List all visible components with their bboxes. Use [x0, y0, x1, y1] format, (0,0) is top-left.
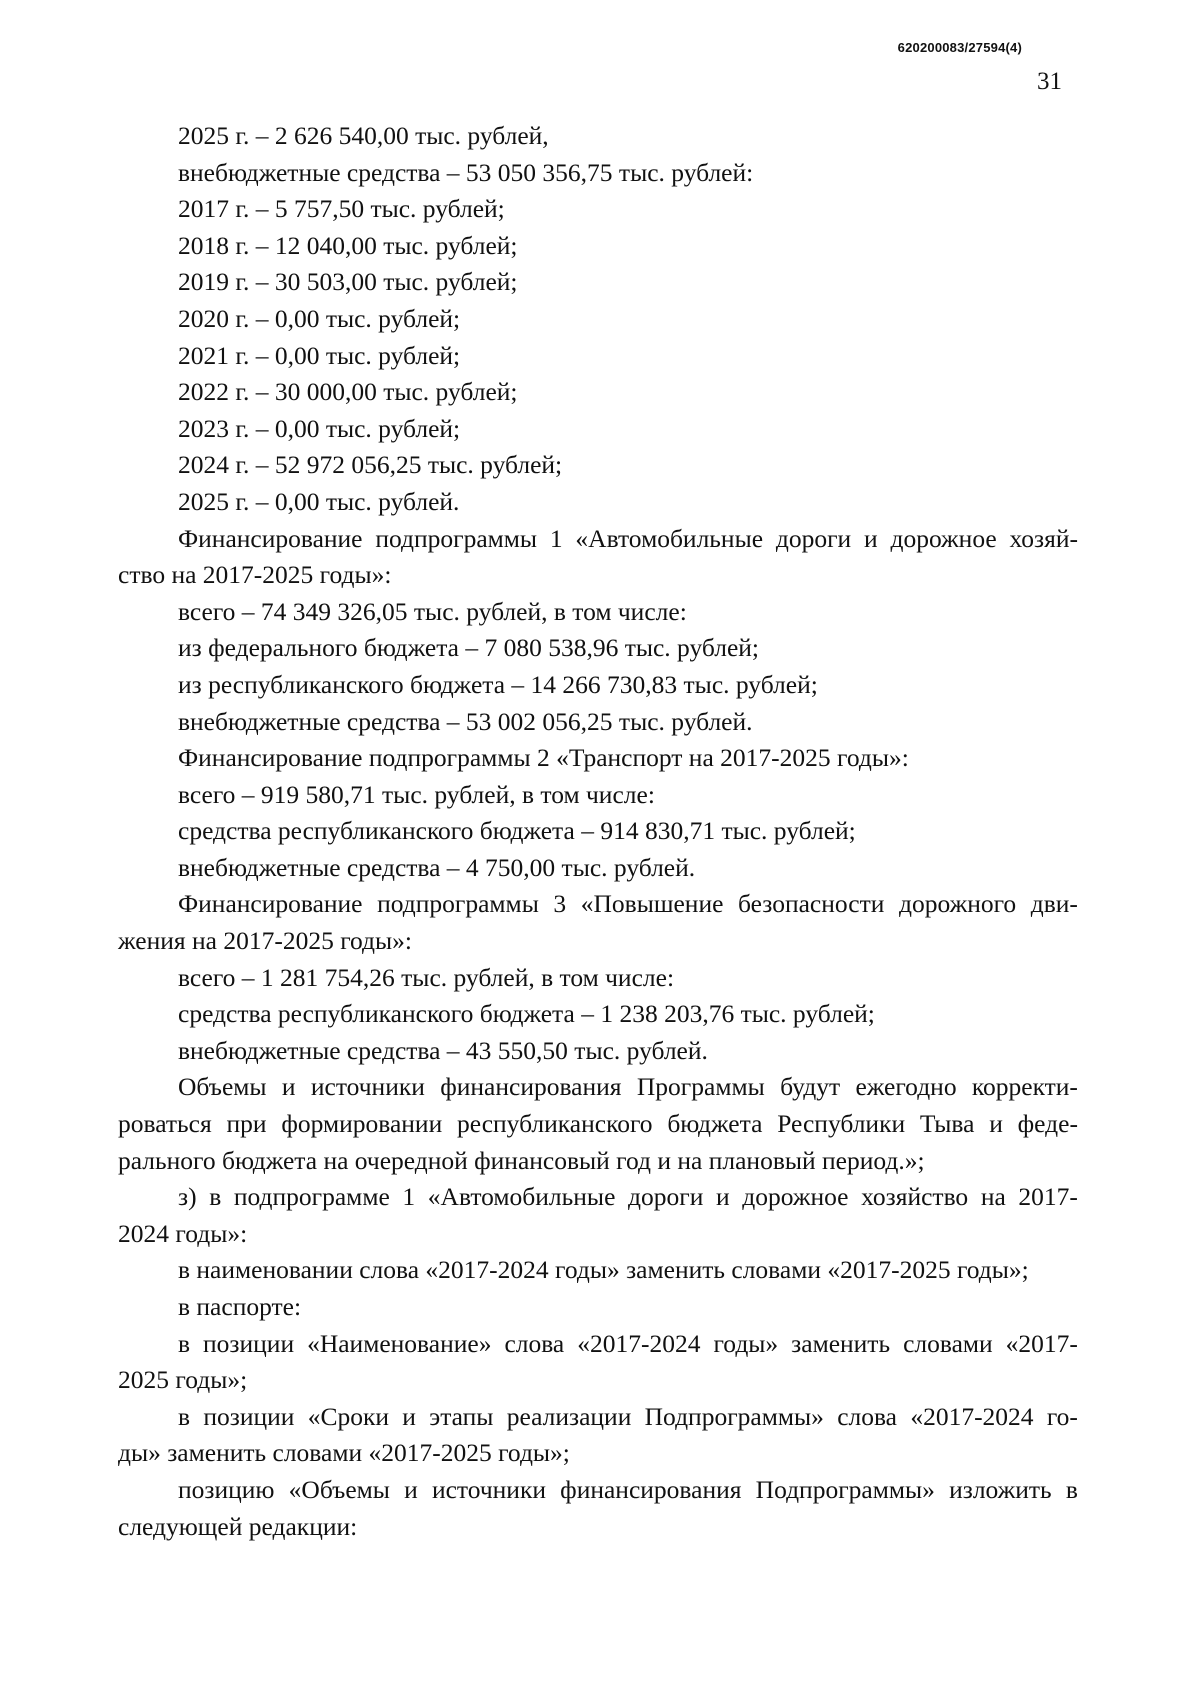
justified-line	[118, 1326, 1078, 1363]
word: 1	[402, 1182, 416, 1212]
word: роваться	[118, 1109, 212, 1139]
word: дороги	[775, 523, 852, 553]
word: «Сроки	[307, 1401, 389, 1431]
word: бюджета	[667, 1109, 763, 1139]
word: з)	[178, 1182, 197, 1212]
word: финансирования	[440, 1072, 622, 1102]
text-line: 2018 г. – 12 040,00 тыс. рублей;	[178, 230, 518, 260]
word: этапы	[429, 1401, 494, 1431]
word: Финансирование	[178, 889, 363, 919]
document-code: 620200083/27594(4)	[897, 40, 1022, 55]
word: и	[402, 1401, 416, 1431]
word: подпрограмме	[233, 1182, 390, 1212]
document-body	[118, 118, 1078, 1545]
text-line: следующей редакции:	[118, 1511, 358, 1541]
word: «Автомобильные	[427, 1182, 616, 1212]
word: «2017-2024	[910, 1401, 1034, 1431]
word: и	[281, 1072, 296, 1102]
word: феде-	[1017, 1109, 1078, 1139]
word: словами	[903, 1328, 993, 1358]
word: заменить	[791, 1328, 891, 1358]
word: дорожное	[742, 1182, 849, 1212]
justified-line	[118, 1069, 1078, 1106]
word: 2017-	[1018, 1182, 1078, 1212]
word: на	[980, 1182, 1006, 1212]
text-line: внебюджетные средства – 53 002 056,25 тыс. рублей.	[178, 706, 753, 736]
word: Подпрограммы»	[755, 1474, 935, 1504]
word: позиции	[203, 1328, 295, 1358]
word: «Объемы	[288, 1474, 390, 1504]
text-line: внебюджетные средства – 43 550,50 тыс. рублей.	[178, 1035, 708, 1065]
word: позицию	[178, 1474, 275, 1504]
word: источники	[431, 1474, 546, 1504]
text-line: 2025 г. – 2 626 540,00 тыс. рублей,	[178, 121, 549, 150]
word: «2017-	[1005, 1328, 1078, 1358]
text-line: 2024 годы»:	[118, 1218, 248, 1248]
word: и	[404, 1474, 418, 1504]
text-line: ство на 2017-2025 годы»:	[118, 560, 392, 590]
text-line: 2022 г. – 30 000,00 тыс. рублей;	[178, 377, 518, 407]
text-line: Финансирование подпрограммы 2 «Транспорт на 2017-2025 годы»:	[178, 743, 909, 773]
word: го-	[1046, 1401, 1078, 1431]
word: источники	[310, 1072, 425, 1102]
word: в	[178, 1401, 191, 1431]
word: дороги	[628, 1182, 704, 1212]
word: хозяй-	[1009, 523, 1078, 553]
word: «2017-2024	[577, 1328, 701, 1358]
word: дви-	[1030, 889, 1078, 919]
text-line: внебюджетные средства – 4 750,00 тыс. рублей.	[178, 852, 696, 882]
word: в	[1065, 1474, 1078, 1504]
justified-line	[118, 1179, 1078, 1216]
word: 3	[553, 889, 567, 919]
word: финансирования	[560, 1474, 742, 1504]
text-line: из федерального бюджета – 7 080 538,96 тыс. рублей;	[178, 633, 759, 663]
text-line: средства республиканского бюджета – 914 830,71 тыс. рублей;	[178, 816, 856, 846]
word: и	[864, 523, 878, 553]
word: Подпрограммы»	[644, 1401, 824, 1431]
word: формировании	[281, 1109, 443, 1139]
word: Программы	[636, 1072, 765, 1102]
word: Республики	[777, 1109, 906, 1139]
word: слова	[504, 1328, 565, 1358]
text-line: всего – 74 349 326,05 тыс. рублей, в том числе:	[178, 596, 687, 626]
word: годы»	[713, 1328, 779, 1358]
word: будут	[780, 1072, 841, 1102]
text-line: жения на 2017-2025 годы»:	[118, 926, 412, 956]
text-line: из республиканского бюджета – 14 266 730,83 тыс. рублей;	[178, 669, 818, 699]
text-line: в наименовании слова «2017-2024 годы» заменить словами «2017-2025 годы»;	[178, 1255, 1029, 1285]
word: позиции	[203, 1401, 295, 1431]
word: реализации	[506, 1401, 632, 1431]
word: при	[226, 1109, 267, 1139]
word: подпрограммы	[377, 889, 539, 919]
word: ежегодно	[855, 1072, 957, 1102]
text-line: 2019 г. – 30 503,00 тыс. рублей;	[178, 267, 518, 297]
text-line: всего – 1 281 754,26 тыс. рублей, в том числе:	[178, 962, 675, 992]
text-line: в паспорте:	[178, 1292, 302, 1321]
justified-line	[118, 1399, 1078, 1436]
word: безопасности	[738, 889, 885, 919]
word: дорожное	[890, 523, 997, 553]
word: подпрограммы	[375, 523, 538, 553]
text-line: 2020 г. – 0,00 тыс. рублей;	[178, 303, 461, 333]
text-line: 2023 г. – 0,00 тыс. рублей;	[178, 413, 461, 443]
word: республиканского	[457, 1109, 653, 1139]
word: слова	[837, 1401, 898, 1431]
text-line: рального бюджета на очередной финансовый год и на плановый период.»;	[118, 1145, 925, 1175]
word: в	[209, 1182, 222, 1212]
justified-line	[118, 1106, 1078, 1143]
word: и	[715, 1182, 730, 1212]
justified-line	[118, 1472, 1078, 1509]
word: 1	[549, 523, 563, 553]
word: изложить	[949, 1474, 1052, 1504]
justified-line	[118, 886, 1078, 923]
text-line: 2021 г. – 0,00 тыс. рублей;	[178, 340, 461, 370]
text-line: средства республиканского бюджета – 1 238 203,76 тыс. рублей;	[178, 999, 875, 1029]
page-number: 31	[1037, 68, 1062, 95]
word: Финансирование	[178, 523, 363, 553]
text-line: 2024 г. – 52 972 056,25 тыс. рублей;	[178, 450, 563, 480]
text-line: 2025 г. – 0,00 тыс. рублей.	[178, 486, 460, 516]
justified-line	[118, 521, 1078, 558]
word: в	[178, 1328, 191, 1358]
text-line: внебюджетные средства – 53 050 356,75 тыс. рублей:	[178, 157, 754, 187]
word: хозяйство	[861, 1182, 969, 1212]
word: «Автомобильные	[575, 523, 764, 553]
text-line: всего – 919 580,71 тыс. рублей, в том числе:	[178, 779, 655, 809]
word: Тыва	[919, 1109, 975, 1139]
word: и	[989, 1109, 1003, 1139]
word: «Наименование»	[307, 1328, 492, 1358]
text-line: 2025 годы»;	[118, 1365, 248, 1395]
text-line: ды» заменить словами «2017-2025 годы»;	[118, 1438, 570, 1468]
text-line: 2017 г. – 5 757,50 тыс. рублей;	[178, 194, 505, 224]
word: «Повышение	[580, 889, 724, 919]
word: Объемы	[178, 1072, 267, 1102]
word: корректи-	[971, 1072, 1078, 1102]
word: дорожного	[898, 889, 1017, 919]
